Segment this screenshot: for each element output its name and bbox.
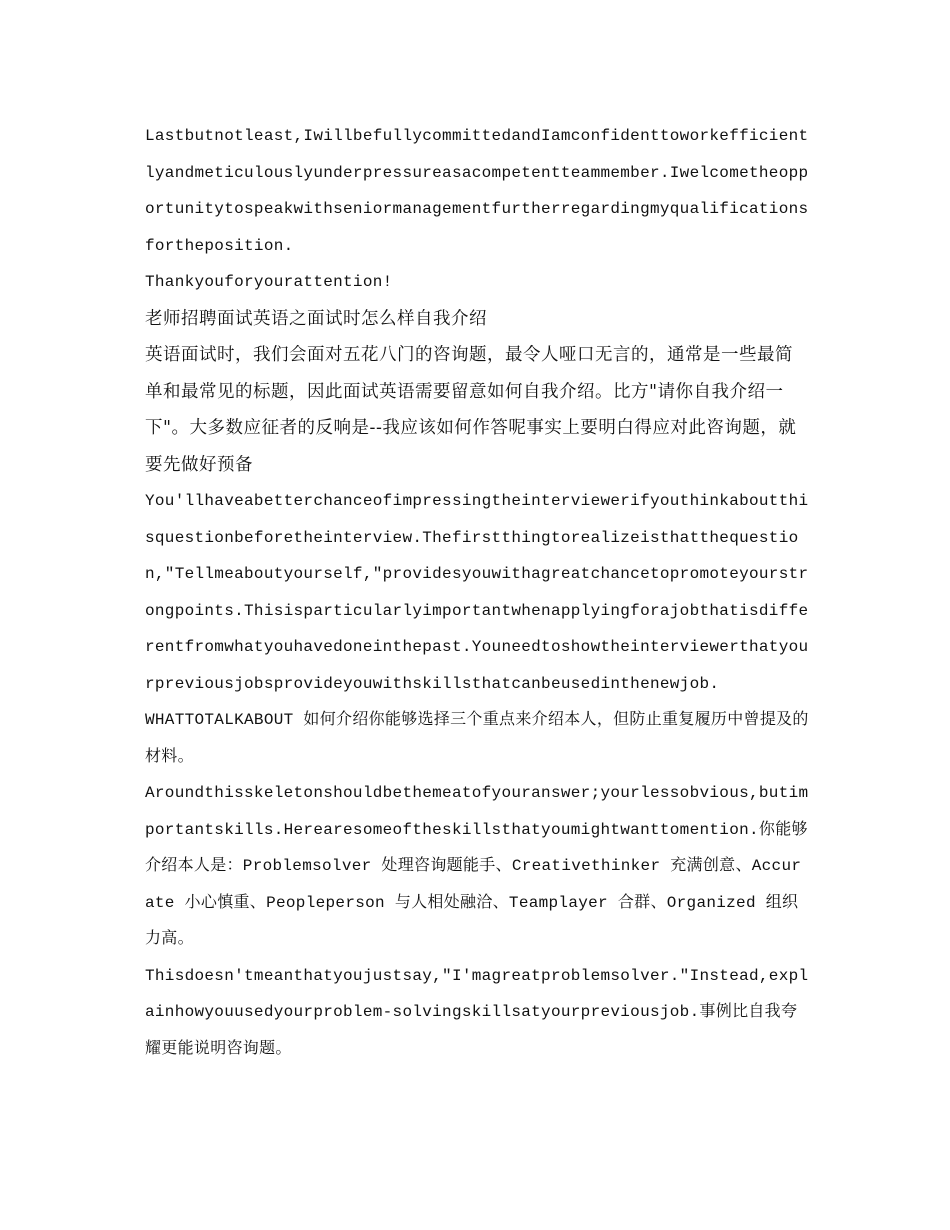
paragraph-closing-statement: Lastbutnotleast,IwillbefullycommittedandIamconfidenttoworkefficientlyandmeticulouslyunderpressureasacompetentteammember.Iwelcometheopportunitytospeakwithseniormanagementfurtherregardingmyqualificationsfortheposition.: [145, 127, 809, 255]
section-heading: 老师招聘面试英语之面试时怎么样自我介绍: [145, 308, 487, 329]
paragraph-what-to-talk-about: WHATTOTALKABOUT 如何介绍你能够选择三个重点来介绍本人，但防止重复履历中曾提及的材料。: [145, 711, 809, 766]
document-page: [145, 118, 810, 1067]
paragraph-problem-solver: Thisdoesn'tmeanthatyoujustsay,"I'magreatproblemsolver."Instead,explainhowyouusedyourproblem-solvingskillsatyourpreviousjob.事例比自我夸耀更能说明咨询题。: [145, 966, 809, 1058]
paragraph-thanks: Thankyouforyourattention!: [145, 273, 393, 291]
paragraph-impress-interviewer: You'llhaveabetterchanceofimpressingtheinterviewerifyouthinkaboutthisquestionbeforetheinterview.Thefirstthingtorealizeisthatthequestion,"Tellmeaboutyourself,"providesyouwithagreatchancetopromoteyourstrongpoints.Thisisparticularlyimportantwhenapplyingforajobthatisdifferentfromwhatyouhavedoneinthepast.Youneedtoshowtheinterviewerthatyourpreviousjobsprovideyouwithskillsthatcanbeusedinthenewjob.: [145, 492, 809, 693]
paragraph-skills-list: Aroundthisskeletonshouldbethemeatofyouranswer;yourlessobvious,butimportantskills.Herearesomeoftheskillsthatyoumightwanttomention.你能够介绍本人是：Problemsolver 处理咨询题能手、Creativethinker 充满创意、Accurate 小心慎重、Peopleperson 与人相处融洽、Teamplayer 合群、Organized 组织力高。: [145, 784, 809, 948]
paragraph-intro-chinese: 英语面试时，我们会面对五花八门的咨询题，最令人哑口无言的，通常是一些最简单和最常见的标题，因此面试英语需要留意如何自我介绍。比方"请你自我介绍一下"。大多数应征者的反响是--我应该如何作答呢事实上要明白得应对此咨询题，就要先做好预备: [145, 345, 797, 475]
